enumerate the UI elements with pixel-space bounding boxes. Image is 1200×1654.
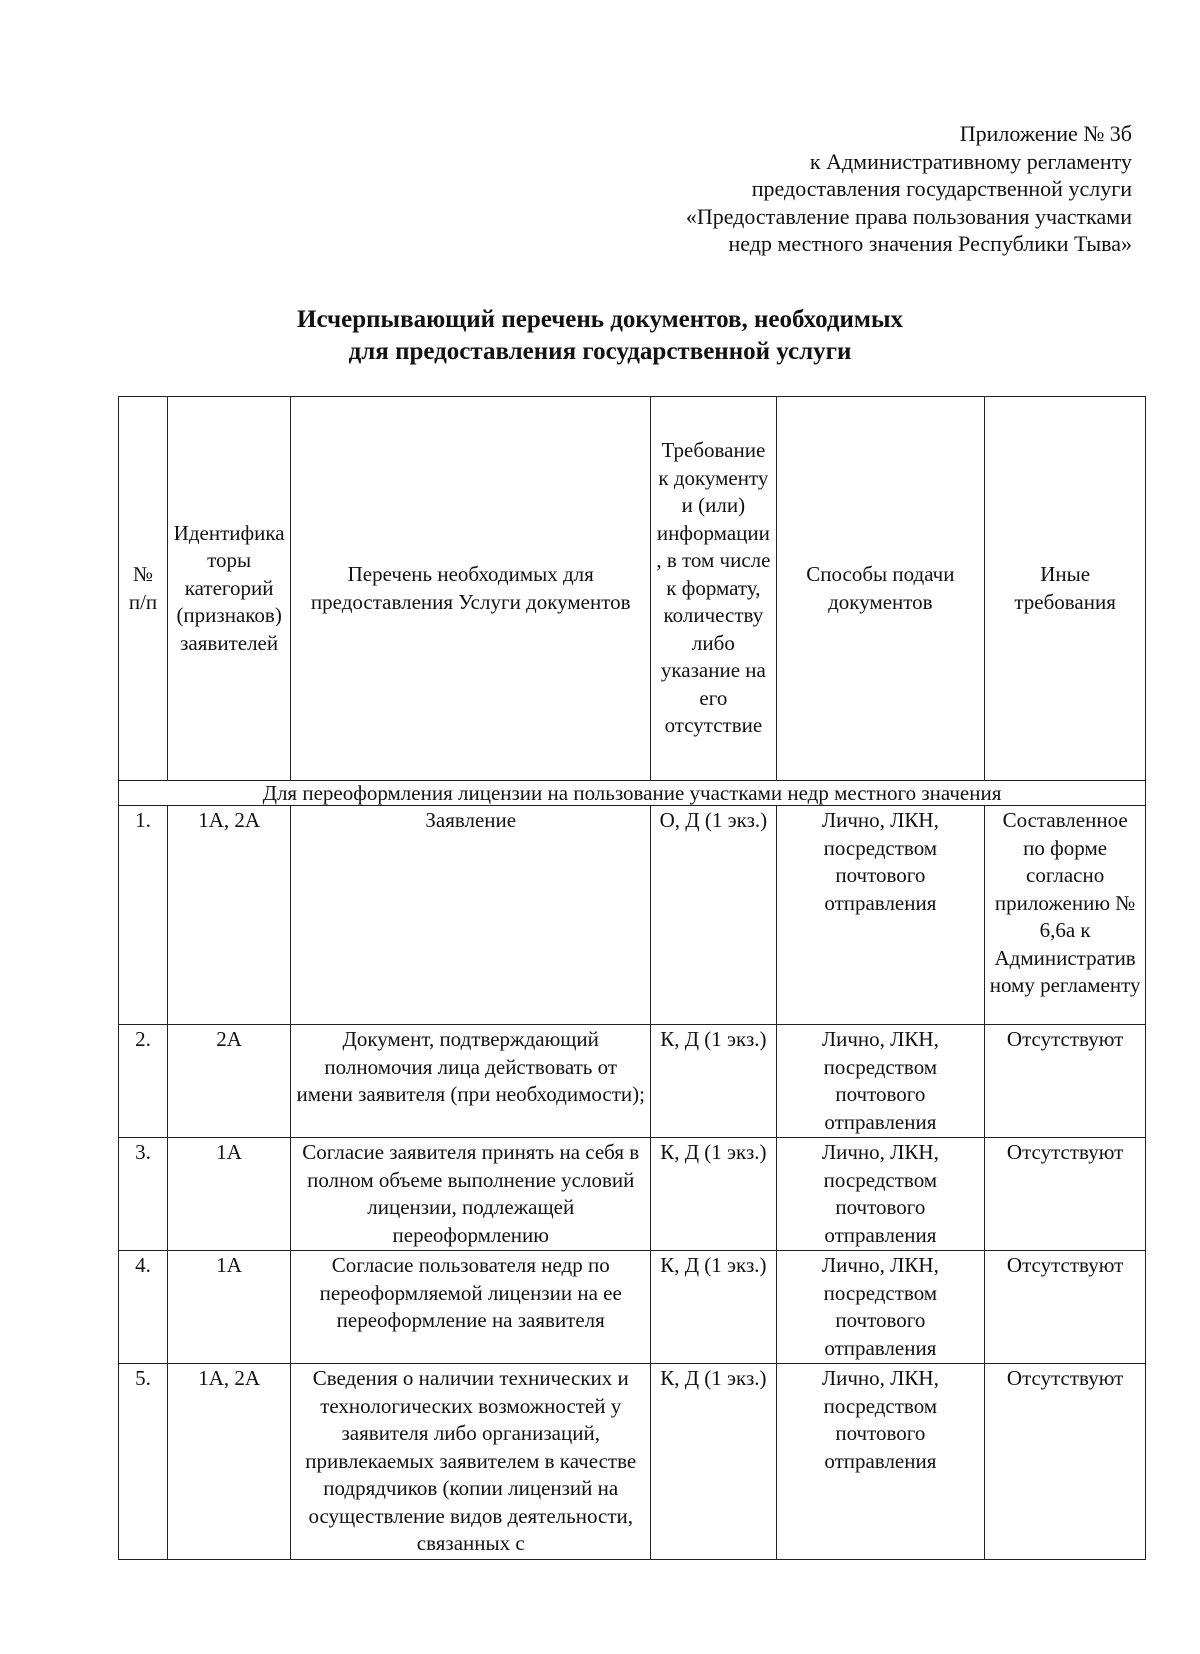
row-other: Отсутствуют [985, 1138, 1146, 1251]
row-document: Сведения о наличии технических и технологических возможностей у заявителя либо организаций, привлекаемых заявителем в качестве подрядчиков (копии лицензий на осуществление видов деятельности, связанных с [291, 1364, 651, 1560]
table-row [119, 806, 1146, 1025]
section-heading-row [119, 781, 1146, 806]
table-row [119, 1025, 1146, 1138]
table-header-row [119, 397, 1146, 781]
row-number: 2. [119, 1025, 168, 1138]
row-other: Отсутствуют [985, 1364, 1146, 1560]
row-method: Лично, ЛКН, посредством почтового отправления [776, 1364, 985, 1560]
row-categories: 2А [168, 1025, 291, 1138]
table-row [119, 1251, 1146, 1364]
row-document: Согласие заявителя принять на себя в полном объеме выполнение условий лицензии, подлежащей переоформлению [291, 1138, 651, 1251]
title-line: для предоставления государственной услуги [348, 338, 852, 365]
row-method: Лично, ЛКН, посредством почтового отправления [776, 1138, 985, 1251]
row-requirement: К, Д (1 экз.) [651, 1025, 776, 1138]
column-header-number: № п/п [119, 397, 168, 781]
appendix-line: «Предоставление права пользования участками [685, 203, 1132, 229]
column-header-other-requirements: Иные требования [985, 397, 1146, 781]
title-line: Исчерпывающий перечень документов, необходимых [297, 306, 903, 333]
row-categories: 1А [168, 1138, 291, 1251]
row-document: Согласие пользователя недр по переоформляемой лицензии на ее переоформление на заявителя [291, 1251, 651, 1364]
row-method: Лично, ЛКН, посредством почтового отправления [776, 1251, 985, 1364]
row-document: Заявление [291, 806, 651, 1025]
section-heading: Для переоформления лицензии на пользование участками недр местного значения [119, 781, 1146, 806]
documents-table [118, 396, 1146, 1560]
row-number: 1. [119, 806, 168, 1025]
column-header-documents: Перечень необходимых для предоставления Услуги документов [291, 397, 651, 781]
column-header-requirements: Требование к документу и (или) информации, в том числе к формату, количеству либо указание на его отсутствие [651, 397, 776, 781]
row-requirement: О, Д (1 экз.) [651, 806, 776, 1025]
table-row [119, 1138, 1146, 1251]
appendix-line: предоставления государственной услуги [751, 176, 1132, 201]
row-number: 4. [119, 1251, 168, 1364]
column-header-submission-methods: Способы подачи документов [776, 397, 985, 781]
row-document: Документ, подтверждающий полномочия лица действовать от имени заявителя (при необходимости); [291, 1025, 651, 1138]
row-requirement: К, Д (1 экз.) [651, 1251, 776, 1364]
appendix-line: к Административному регламенту [809, 148, 1132, 174]
row-number: 3. [119, 1138, 168, 1251]
document-title [230, 304, 970, 368]
row-categories: 1А [168, 1251, 291, 1364]
column-header-categories: Идентификаторы категорий (признаков) заявителей [168, 397, 291, 781]
row-other: Составленное по форме согласно приложению № 6,6а к Административному регламенту [985, 806, 1146, 1025]
row-other: Отсутствуют [985, 1025, 1146, 1138]
appendix-line: недр местного значения Республики Тыва» [728, 231, 1132, 256]
table-row [119, 1364, 1146, 1560]
row-other: Отсутствуют [985, 1251, 1146, 1364]
appendix-line: Приложение № 3б [959, 121, 1132, 146]
row-categories: 1А, 2А [168, 806, 291, 1025]
appendix-reference [572, 120, 1132, 258]
row-requirement: К, Д (1 экз.) [651, 1138, 776, 1251]
row-method: Лично, ЛКН, посредством почтового отправления [776, 806, 985, 1025]
row-requirement: К, Д (1 экз.) [651, 1364, 776, 1560]
row-method: Лично, ЛКН, посредством почтового отправления [776, 1025, 985, 1138]
row-categories: 1А, 2А [168, 1364, 291, 1560]
row-number: 5. [119, 1364, 168, 1560]
